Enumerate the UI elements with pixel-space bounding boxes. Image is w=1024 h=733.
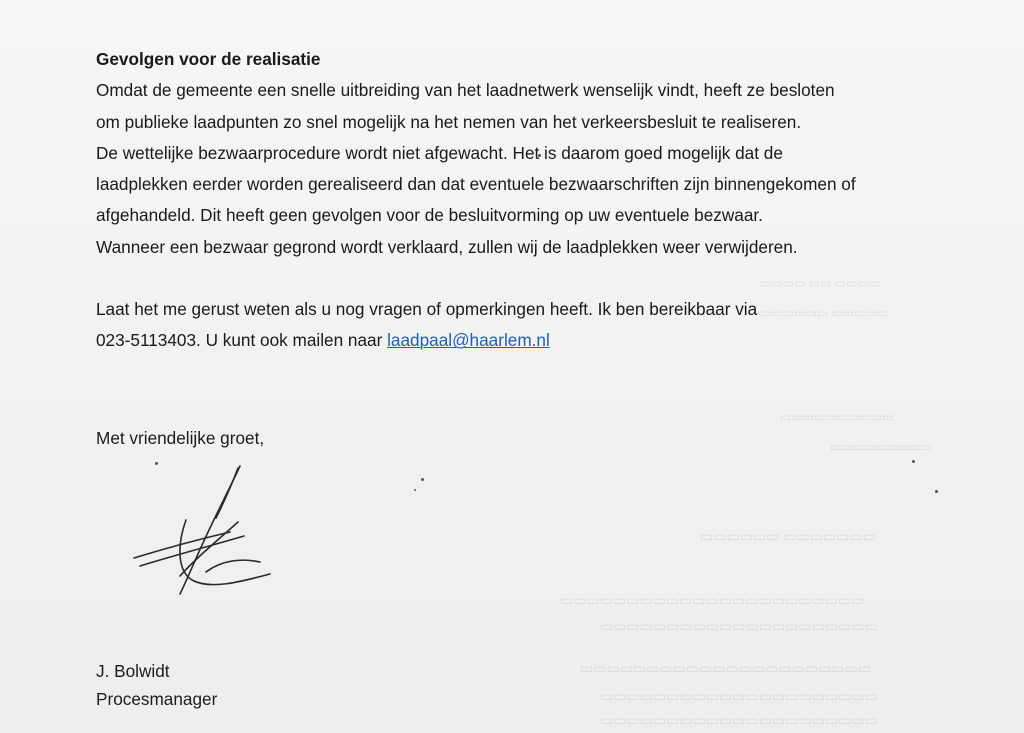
bleed-through-block: ▭▭▭▭▭▭▭▭▭▭▭▭▭▭▭▭▭▭▭▭▭ (600, 618, 878, 634)
paragraph-line: afgehandeld. Dit heeft geen gevolgen voor de besluitvorming op uw eventuele bezwaar. (96, 205, 763, 226)
paragraph-consequences (96, 75, 996, 263)
paragraph-line: Omdat de gemeente een snelle uitbreiding van het laadnetwerk wenselijk vindt, heeft ze besloten (96, 80, 835, 101)
signer-title: Procesmanager (96, 689, 218, 709)
bleed-through-block: ▭▭▭▭▭▭▭▭▭▭ (780, 410, 894, 424)
bleed-through-block: ▭▭▭▭▭▭▭▭▭▭▭▭▭▭▭▭▭▭▭▭▭ (600, 712, 878, 728)
section-heading: Gevolgen voor de realisatie (96, 49, 321, 69)
closing-greeting: Met vriendelijke groet, (96, 428, 265, 448)
signer-name: J. Bolwidt (96, 661, 170, 681)
paragraph-line: Wanneer een bezwaar gegrond wordt verklaard, zullen wij de laadplekken weer verwijderen. (96, 236, 798, 257)
bleed-through-block: ▭▭▭▭▭▭▭▭▭ (830, 440, 933, 454)
bleed-through-block: ▭▭▭▭ ▭▭ ▭▭▭▭ (760, 276, 881, 290)
bleed-through-block: ▭▭▭▭▭▭▭▭▭▭▭▭▭▭▭▭▭▭▭▭▭▭▭ (560, 592, 865, 608)
paragraph-line: Laat het me gerust weten als u nog vragen of opmerkingen heeft. Ik ben bereikbaar via (96, 299, 758, 320)
signer-block (96, 657, 217, 713)
scan-speck (935, 490, 938, 493)
paragraph-contact (96, 294, 996, 357)
handwritten-signature (120, 462, 290, 602)
bleed-through-block: ▭▭▭▭▭▭▭ ▭▭▭▭▭▭ (700, 528, 876, 544)
bleed-through-block: ▭▭▭▭▭ ▭▭▭▭▭▭ (760, 306, 889, 320)
bleed-through-block: ▭▭▭▭▭▭▭▭▭▭▭▭▭▭▭▭▭▭▭▭▭ (600, 688, 878, 704)
paragraph-line: De wettelijke bezwaarprocedure wordt niet afgewacht. Het is daarom goed mogelijk dat de (96, 142, 783, 163)
scan-speck (912, 460, 915, 463)
scan-speck (421, 478, 424, 481)
paragraph-line: laadplekken eerder worden gerealiseerd dan dat eventuele bezwaarschriften zijn binnengekomen of (96, 174, 856, 195)
bleed-through-block: ▭▭▭▭▭▭▭▭▭▭▭▭▭▭▭▭▭▭▭▭▭▭ (580, 660, 872, 676)
email-link[interactable]: laadpaal@haarlem.nl (387, 330, 550, 351)
letter-body (96, 44, 996, 357)
scan-speck (414, 489, 416, 491)
paragraph-spacer (96, 263, 996, 294)
contact-phone-text: 023-5113403. U kunt ook mailen naar (96, 330, 388, 351)
paragraph-line (96, 325, 996, 356)
paragraph-line: om publieke laadpunten zo snel mogelijk na het nemen van het verkeersbesluit te realiseren. (96, 111, 802, 132)
